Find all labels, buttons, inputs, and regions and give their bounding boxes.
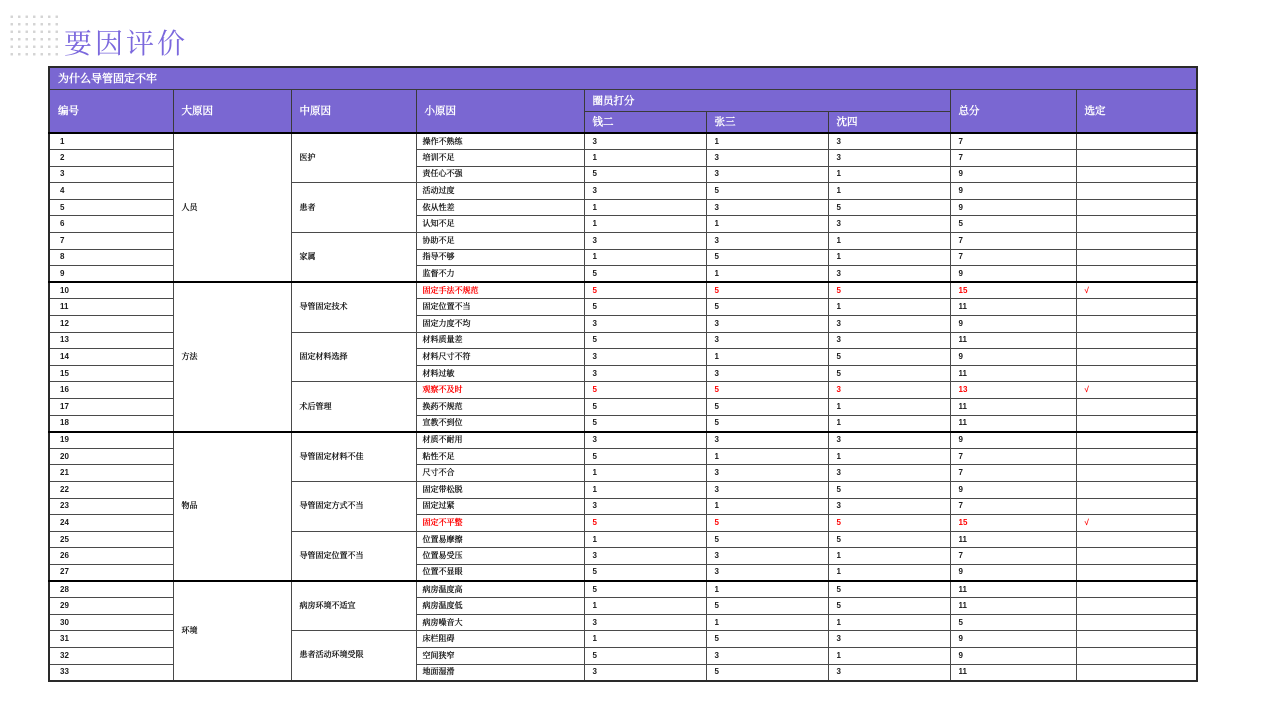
total-score-cell: 9 xyxy=(950,349,1076,366)
row-number-cell: 21 xyxy=(49,465,173,482)
score-cell-rater-3: 1 xyxy=(828,448,950,465)
row-number-cell: 22 xyxy=(49,481,173,498)
score-cell-rater-1: 5 xyxy=(584,448,706,465)
minor-cause-cell: 病房噪音大 xyxy=(416,614,584,631)
row-number-cell: 32 xyxy=(49,647,173,664)
table-body xyxy=(49,133,1197,681)
score-cell-rater-3: 5 xyxy=(828,515,950,532)
score-cell-rater-2: 5 xyxy=(706,282,828,299)
score-cell-rater-1: 3 xyxy=(584,548,706,565)
row-number-cell: 3 xyxy=(49,166,173,183)
selected-mark-cell xyxy=(1076,465,1197,482)
row-number-cell: 15 xyxy=(49,365,173,382)
score-cell-rater-1: 3 xyxy=(584,664,706,681)
table-caption: 为什么导管固定不牢 xyxy=(49,67,1197,89)
selected-mark-cell xyxy=(1076,299,1197,316)
score-cell-rater-2: 3 xyxy=(706,432,828,449)
minor-cause-cell: 协助不足 xyxy=(416,233,584,250)
total-score-cell: 9 xyxy=(950,564,1076,581)
table-caption-row xyxy=(49,67,1197,89)
row-number-cell: 13 xyxy=(49,332,173,349)
total-score-cell: 9 xyxy=(950,183,1076,200)
score-cell-rater-2: 5 xyxy=(706,249,828,266)
score-cell-rater-2: 3 xyxy=(706,365,828,382)
score-cell-rater-2: 3 xyxy=(706,233,828,250)
total-score-cell: 9 xyxy=(950,631,1076,648)
mid-cause-cell: 固定材料选择 xyxy=(291,332,416,382)
major-cause-cell: 方法 xyxy=(173,282,291,431)
score-cell-rater-3: 1 xyxy=(828,647,950,664)
row-number-cell: 19 xyxy=(49,432,173,449)
minor-cause-cell: 固定手法不规范 xyxy=(416,282,584,299)
score-cell-rater-3: 3 xyxy=(828,332,950,349)
score-cell-rater-3: 1 xyxy=(828,183,950,200)
score-cell-rater-1: 3 xyxy=(584,432,706,449)
total-score-cell: 9 xyxy=(950,432,1076,449)
score-cell-rater-1: 3 xyxy=(584,614,706,631)
total-score-cell: 15 xyxy=(950,515,1076,532)
minor-cause-cell: 操作不熟练 xyxy=(416,133,584,150)
selected-mark-cell xyxy=(1076,415,1197,432)
selected-mark-cell xyxy=(1076,316,1197,333)
minor-cause-cell: 固定力度不均 xyxy=(416,316,584,333)
score-cell-rater-3: 1 xyxy=(828,415,950,432)
score-cell-rater-2: 1 xyxy=(706,581,828,598)
minor-cause-cell: 位置不显眼 xyxy=(416,564,584,581)
total-score-cell: 9 xyxy=(950,316,1076,333)
selected-mark-cell xyxy=(1076,349,1197,366)
total-score-cell: 7 xyxy=(950,548,1076,565)
table-row xyxy=(49,581,1197,598)
mid-cause-cell: 病房环境不适宜 xyxy=(291,581,416,631)
row-number-cell: 12 xyxy=(49,316,173,333)
score-cell-rater-3: 3 xyxy=(828,266,950,283)
score-cell-rater-2: 5 xyxy=(706,415,828,432)
minor-cause-cell: 床栏阻碍 xyxy=(416,631,584,648)
score-cell-rater-3: 5 xyxy=(828,531,950,548)
score-cell-rater-1: 1 xyxy=(584,631,706,648)
minor-cause-cell: 材料过敏 xyxy=(416,365,584,382)
score-cell-rater-1: 5 xyxy=(584,415,706,432)
score-cell-rater-1: 3 xyxy=(584,365,706,382)
minor-cause-cell: 固定带松脱 xyxy=(416,481,584,498)
total-score-cell: 7 xyxy=(950,465,1076,482)
score-cell-rater-2: 1 xyxy=(706,266,828,283)
total-score-cell: 7 xyxy=(950,249,1076,266)
score-cell-rater-3: 5 xyxy=(828,282,950,299)
minor-cause-cell: 材料质量差 xyxy=(416,332,584,349)
minor-cause-cell: 地面湿滑 xyxy=(416,664,584,681)
score-cell-rater-2: 5 xyxy=(706,631,828,648)
major-cause-cell: 环境 xyxy=(173,581,291,681)
score-cell-rater-2: 1 xyxy=(706,349,828,366)
selected-mark-cell xyxy=(1076,448,1197,465)
row-number-cell: 30 xyxy=(49,614,173,631)
total-score-cell: 5 xyxy=(950,216,1076,233)
score-cell-rater-2: 1 xyxy=(706,498,828,515)
minor-cause-cell: 粘性不足 xyxy=(416,448,584,465)
minor-cause-cell: 固定位置不当 xyxy=(416,299,584,316)
score-cell-rater-2: 3 xyxy=(706,647,828,664)
minor-cause-cell: 尺寸不合 xyxy=(416,465,584,482)
selected-mark-cell xyxy=(1076,481,1197,498)
minor-cause-cell: 依从性差 xyxy=(416,199,584,216)
score-cell-rater-2: 1 xyxy=(706,614,828,631)
minor-cause-cell: 责任心不强 xyxy=(416,166,584,183)
selected-mark-cell xyxy=(1076,432,1197,449)
header-minor-cause: 小原因 xyxy=(416,89,584,133)
row-number-cell: 26 xyxy=(49,548,173,565)
score-cell-rater-1: 1 xyxy=(584,199,706,216)
score-cell-rater-1: 1 xyxy=(584,216,706,233)
score-cell-rater-2: 3 xyxy=(706,564,828,581)
score-cell-rater-3: 5 xyxy=(828,598,950,615)
header-member-scoring: 圈员打分 xyxy=(584,89,950,111)
selected-mark-cell xyxy=(1076,249,1197,266)
mid-cause-cell: 导管固定位置不当 xyxy=(291,531,416,581)
score-cell-rater-2: 1 xyxy=(706,133,828,150)
total-score-cell: 9 xyxy=(950,647,1076,664)
row-number-cell: 24 xyxy=(49,515,173,532)
score-cell-rater-1: 5 xyxy=(584,399,706,416)
total-score-cell: 11 xyxy=(950,664,1076,681)
score-cell-rater-2: 3 xyxy=(706,548,828,565)
row-number-cell: 5 xyxy=(49,199,173,216)
score-cell-rater-1: 5 xyxy=(584,266,706,283)
total-score-cell: 11 xyxy=(950,365,1076,382)
score-cell-rater-1: 5 xyxy=(584,282,706,299)
score-cell-rater-2: 5 xyxy=(706,183,828,200)
selected-mark-cell xyxy=(1076,332,1197,349)
row-number-cell: 17 xyxy=(49,399,173,416)
score-cell-rater-2: 3 xyxy=(706,481,828,498)
minor-cause-cell: 指导不够 xyxy=(416,249,584,266)
score-cell-rater-2: 1 xyxy=(706,448,828,465)
header-rater-3: 沈四 xyxy=(828,111,950,133)
header-mid-cause: 中原因 xyxy=(291,89,416,133)
minor-cause-cell: 认知不足 xyxy=(416,216,584,233)
score-cell-rater-3: 3 xyxy=(828,664,950,681)
dots-decoration xyxy=(8,13,58,58)
total-score-cell: 11 xyxy=(950,415,1076,432)
selected-mark-cell xyxy=(1076,664,1197,681)
row-number-cell: 6 xyxy=(49,216,173,233)
score-cell-rater-3: 5 xyxy=(828,481,950,498)
score-cell-rater-2: 3 xyxy=(706,316,828,333)
score-cell-rater-1: 3 xyxy=(584,316,706,333)
score-cell-rater-3: 3 xyxy=(828,631,950,648)
score-cell-rater-3: 3 xyxy=(828,316,950,333)
total-score-cell: 7 xyxy=(950,233,1076,250)
minor-cause-cell: 换药不规范 xyxy=(416,399,584,416)
score-cell-rater-1: 5 xyxy=(584,299,706,316)
selected-mark-cell xyxy=(1076,647,1197,664)
score-cell-rater-3: 1 xyxy=(828,399,950,416)
score-cell-rater-1: 1 xyxy=(584,531,706,548)
row-number-cell: 28 xyxy=(49,581,173,598)
selected-mark-cell xyxy=(1076,564,1197,581)
score-cell-rater-3: 3 xyxy=(828,150,950,167)
selected-mark-cell xyxy=(1076,365,1197,382)
selected-mark-cell xyxy=(1076,598,1197,615)
score-cell-rater-1: 3 xyxy=(584,233,706,250)
selected-mark-cell xyxy=(1076,199,1197,216)
minor-cause-cell: 固定不平整 xyxy=(416,515,584,532)
score-cell-rater-3: 5 xyxy=(828,199,950,216)
minor-cause-cell: 病房温度低 xyxy=(416,598,584,615)
row-number-cell: 29 xyxy=(49,598,173,615)
score-cell-rater-3: 5 xyxy=(828,349,950,366)
row-number-cell: 8 xyxy=(49,249,173,266)
row-number-cell: 23 xyxy=(49,498,173,515)
selected-mark-cell xyxy=(1076,631,1197,648)
selected-mark-cell xyxy=(1076,166,1197,183)
score-cell-rater-3: 5 xyxy=(828,365,950,382)
score-cell-rater-3: 3 xyxy=(828,133,950,150)
score-cell-rater-1: 5 xyxy=(584,581,706,598)
row-number-cell: 16 xyxy=(49,382,173,399)
score-cell-rater-2: 3 xyxy=(706,150,828,167)
score-cell-rater-1: 5 xyxy=(584,382,706,399)
row-number-cell: 10 xyxy=(49,282,173,299)
selected-mark-cell: √ xyxy=(1076,282,1197,299)
total-score-cell: 7 xyxy=(950,498,1076,515)
total-score-cell: 11 xyxy=(950,598,1076,615)
minor-cause-cell: 固定过紧 xyxy=(416,498,584,515)
mid-cause-cell: 导管固定材料不佳 xyxy=(291,432,416,482)
minor-cause-cell: 培训不足 xyxy=(416,150,584,167)
row-number-cell: 20 xyxy=(49,448,173,465)
mid-cause-cell: 患者活动环境受限 xyxy=(291,631,416,681)
row-number-cell: 25 xyxy=(49,531,173,548)
page-title: 要因评价 xyxy=(64,28,189,59)
minor-cause-cell: 观察不及时 xyxy=(416,382,584,399)
minor-cause-cell: 材料尺寸不符 xyxy=(416,349,584,366)
score-cell-rater-3: 1 xyxy=(828,233,950,250)
row-number-cell: 14 xyxy=(49,349,173,366)
mid-cause-cell: 医护 xyxy=(291,133,416,183)
mid-cause-cell: 患者 xyxy=(291,183,416,233)
score-cell-rater-1: 1 xyxy=(584,150,706,167)
score-cell-rater-3: 1 xyxy=(828,166,950,183)
mid-cause-cell: 术后管理 xyxy=(291,382,416,432)
score-cell-rater-3: 3 xyxy=(828,498,950,515)
selected-mark-cell xyxy=(1076,548,1197,565)
score-cell-rater-2: 3 xyxy=(706,465,828,482)
minor-cause-cell: 监督不力 xyxy=(416,266,584,283)
header-rater-2: 张三 xyxy=(706,111,828,133)
score-cell-rater-2: 3 xyxy=(706,166,828,183)
mid-cause-cell: 导管固定技术 xyxy=(291,282,416,332)
minor-cause-cell: 病房温度高 xyxy=(416,581,584,598)
score-cell-rater-3: 1 xyxy=(828,548,950,565)
major-cause-cell: 物品 xyxy=(173,432,291,581)
row-number-cell: 2 xyxy=(49,150,173,167)
score-cell-rater-2: 5 xyxy=(706,515,828,532)
selected-mark-cell xyxy=(1076,233,1197,250)
minor-cause-cell: 活动过度 xyxy=(416,183,584,200)
selected-mark-cell xyxy=(1076,531,1197,548)
total-score-cell: 9 xyxy=(950,266,1076,283)
selected-mark-cell xyxy=(1076,216,1197,233)
total-score-cell: 11 xyxy=(950,332,1076,349)
score-cell-rater-1: 5 xyxy=(584,647,706,664)
selected-mark-cell xyxy=(1076,498,1197,515)
row-number-cell: 4 xyxy=(49,183,173,200)
minor-cause-cell: 位置易受压 xyxy=(416,548,584,565)
minor-cause-cell: 材质不耐用 xyxy=(416,432,584,449)
score-cell-rater-1: 1 xyxy=(584,465,706,482)
score-cell-rater-1: 5 xyxy=(584,515,706,532)
score-cell-rater-1: 3 xyxy=(584,498,706,515)
header-total-score: 总分 xyxy=(950,89,1076,133)
score-cell-rater-3: 3 xyxy=(828,432,950,449)
score-cell-rater-1: 5 xyxy=(584,564,706,581)
selected-mark-cell xyxy=(1076,133,1197,150)
score-cell-rater-1: 3 xyxy=(584,133,706,150)
total-score-cell: 15 xyxy=(950,282,1076,299)
minor-cause-cell: 宣教不到位 xyxy=(416,415,584,432)
total-score-cell: 11 xyxy=(950,399,1076,416)
row-number-cell: 1 xyxy=(49,133,173,150)
selected-mark-cell xyxy=(1076,266,1197,283)
total-score-cell: 11 xyxy=(950,581,1076,598)
score-cell-rater-2: 5 xyxy=(706,382,828,399)
row-number-cell: 31 xyxy=(49,631,173,648)
score-cell-rater-2: 5 xyxy=(706,664,828,681)
score-cell-rater-3: 1 xyxy=(828,299,950,316)
selected-mark-cell: √ xyxy=(1076,515,1197,532)
score-cell-rater-2: 3 xyxy=(706,332,828,349)
score-cell-rater-3: 5 xyxy=(828,581,950,598)
minor-cause-cell: 空间狭窄 xyxy=(416,647,584,664)
header-major-cause: 大原因 xyxy=(173,89,291,133)
row-number-cell: 7 xyxy=(49,233,173,250)
total-score-cell: 9 xyxy=(950,481,1076,498)
score-cell-rater-1: 3 xyxy=(584,183,706,200)
header-rater-1: 钱二 xyxy=(584,111,706,133)
score-cell-rater-1: 3 xyxy=(584,349,706,366)
selected-mark-cell xyxy=(1076,614,1197,631)
score-cell-rater-2: 3 xyxy=(706,199,828,216)
score-cell-rater-2: 5 xyxy=(706,598,828,615)
selected-mark-cell xyxy=(1076,581,1197,598)
total-score-cell: 11 xyxy=(950,299,1076,316)
total-score-cell: 7 xyxy=(950,133,1076,150)
row-number-cell: 9 xyxy=(49,266,173,283)
header-number: 编号 xyxy=(49,89,173,133)
total-score-cell: 5 xyxy=(950,614,1076,631)
score-cell-rater-2: 5 xyxy=(706,531,828,548)
header-selected: 选定 xyxy=(1076,89,1197,133)
score-cell-rater-3: 1 xyxy=(828,614,950,631)
score-cell-rater-3: 3 xyxy=(828,465,950,482)
selected-mark-cell xyxy=(1076,183,1197,200)
evaluation-table-container xyxy=(48,66,1196,682)
score-cell-rater-1: 1 xyxy=(584,481,706,498)
score-cell-rater-1: 1 xyxy=(584,598,706,615)
table-row xyxy=(49,282,1197,299)
score-cell-rater-2: 5 xyxy=(706,299,828,316)
mid-cause-cell: 导管固定方式不当 xyxy=(291,481,416,531)
row-number-cell: 33 xyxy=(49,664,173,681)
score-cell-rater-3: 1 xyxy=(828,249,950,266)
table-row xyxy=(49,133,1197,150)
total-score-cell: 13 xyxy=(950,382,1076,399)
total-score-cell: 9 xyxy=(950,166,1076,183)
minor-cause-cell: 位置易摩擦 xyxy=(416,531,584,548)
table-row xyxy=(49,432,1197,449)
total-score-cell: 7 xyxy=(950,150,1076,167)
score-cell-rater-2: 5 xyxy=(706,399,828,416)
factor-evaluation-table xyxy=(48,66,1198,682)
selected-mark-cell xyxy=(1076,399,1197,416)
score-cell-rater-1: 1 xyxy=(584,249,706,266)
score-cell-rater-1: 5 xyxy=(584,166,706,183)
score-cell-rater-3: 3 xyxy=(828,382,950,399)
score-cell-rater-1: 5 xyxy=(584,332,706,349)
score-cell-rater-2: 1 xyxy=(706,216,828,233)
selected-mark-cell: √ xyxy=(1076,382,1197,399)
total-score-cell: 9 xyxy=(950,199,1076,216)
row-number-cell: 11 xyxy=(49,299,173,316)
row-number-cell: 18 xyxy=(49,415,173,432)
score-cell-rater-3: 3 xyxy=(828,216,950,233)
total-score-cell: 7 xyxy=(950,448,1076,465)
selected-mark-cell xyxy=(1076,150,1197,167)
major-cause-cell: 人员 xyxy=(173,133,291,282)
total-score-cell: 11 xyxy=(950,531,1076,548)
row-number-cell: 27 xyxy=(49,564,173,581)
table-header-row-1 xyxy=(49,89,1197,111)
score-cell-rater-3: 1 xyxy=(828,564,950,581)
mid-cause-cell: 家属 xyxy=(291,233,416,283)
